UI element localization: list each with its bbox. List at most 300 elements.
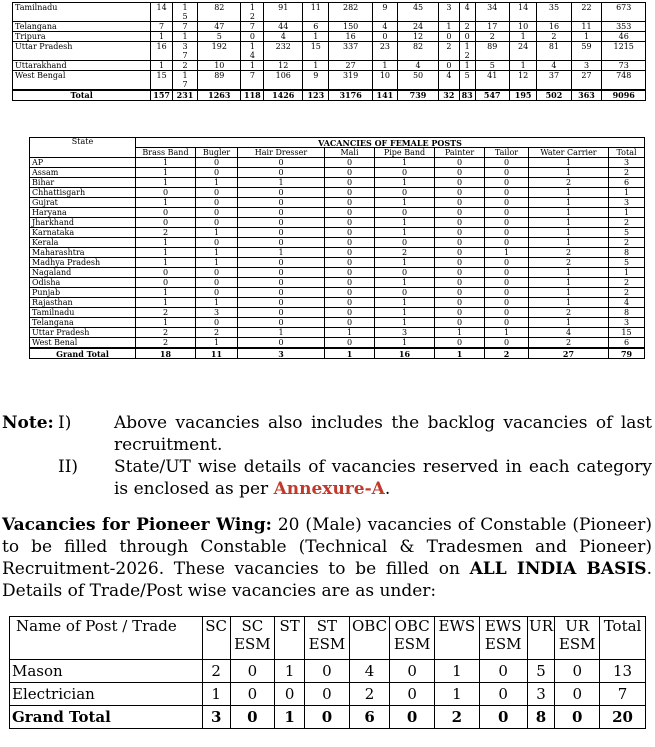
value-cell: 3 bbox=[609, 318, 645, 328]
total-cell: 195 bbox=[509, 90, 536, 101]
value-cell: 1 bbox=[485, 328, 529, 338]
value-cell: 3 bbox=[375, 328, 435, 338]
value-cell: 10 bbox=[198, 61, 241, 71]
value-cell: 0 bbox=[479, 660, 527, 683]
value-cell: 7 bbox=[151, 22, 173, 32]
value-cell: 1 bbox=[375, 158, 435, 168]
total-cell: 141 bbox=[372, 90, 397, 101]
value-cell: 0 bbox=[238, 308, 325, 318]
column-header: EWS bbox=[435, 617, 480, 660]
value-cell: 1 bbox=[375, 278, 435, 288]
value-cell: 0 bbox=[238, 298, 325, 308]
value-cell: 0 bbox=[485, 198, 529, 208]
value-cell: 2 bbox=[136, 338, 196, 349]
column-header: OBC ESM bbox=[390, 617, 435, 660]
state-name-cell: Telangana bbox=[30, 318, 136, 328]
value-cell: 0 bbox=[485, 258, 529, 268]
table-row bbox=[30, 268, 645, 278]
value-cell: 0 bbox=[238, 238, 325, 248]
value-cell: 11 bbox=[303, 3, 329, 22]
value-cell: 2 bbox=[172, 61, 197, 71]
value-cell: 2 bbox=[537, 32, 571, 42]
table-row bbox=[30, 298, 645, 308]
value-cell: 2 bbox=[609, 288, 645, 298]
value-cell: 9 bbox=[303, 71, 329, 91]
state-name-cell: Haryana bbox=[30, 208, 136, 218]
value-cell: 192 bbox=[198, 42, 241, 61]
value-cell: 0 bbox=[196, 208, 238, 218]
table-row bbox=[13, 61, 646, 71]
value-cell: 1 bbox=[609, 208, 645, 218]
value-cell: 9 bbox=[372, 3, 397, 22]
value-cell: 81 bbox=[537, 42, 571, 61]
value-cell: 2 bbox=[609, 168, 645, 178]
value-cell: 0 bbox=[325, 268, 375, 278]
total-cell: 123 bbox=[303, 90, 329, 101]
total-cell: 11 bbox=[196, 348, 238, 359]
value-cell: 1 bbox=[529, 158, 609, 168]
table-row bbox=[30, 248, 645, 258]
value-cell: 1 5 bbox=[172, 3, 197, 22]
column-header: Brass Band bbox=[136, 148, 196, 158]
value-cell: 1 bbox=[529, 168, 609, 178]
value-cell: 0 bbox=[136, 188, 196, 198]
table-row bbox=[30, 168, 645, 178]
value-cell: 0 bbox=[238, 288, 325, 298]
value-cell: 1 bbox=[485, 248, 529, 258]
value-cell: 6 bbox=[609, 178, 645, 188]
state-name-cell: Assam bbox=[30, 168, 136, 178]
value-cell: 82 bbox=[198, 3, 241, 22]
value-cell: 0 bbox=[390, 660, 435, 683]
total-cell: 0 bbox=[479, 706, 527, 729]
value-cell: 5 bbox=[527, 660, 555, 683]
value-cell: 0 bbox=[238, 318, 325, 328]
value-cell: 319 bbox=[329, 71, 372, 91]
total-cell: 1 bbox=[325, 348, 375, 359]
value-cell: 1215 bbox=[602, 42, 646, 61]
value-cell: 0 bbox=[485, 338, 529, 349]
value-cell: 0 bbox=[372, 32, 397, 42]
total-cell: 1426 bbox=[264, 90, 303, 101]
value-cell: 0 bbox=[435, 278, 485, 288]
value-cell: 0 bbox=[325, 278, 375, 288]
value-cell: 4 bbox=[537, 61, 571, 71]
value-cell: 0 bbox=[485, 218, 529, 228]
value-cell: 353 bbox=[602, 22, 646, 32]
value-cell: 2 bbox=[202, 660, 230, 683]
total-cell: 231 bbox=[172, 90, 197, 101]
trade-name-cell: Electrician bbox=[10, 683, 203, 706]
value-cell: 13 bbox=[600, 660, 646, 683]
total-label: Grand Total bbox=[30, 348, 136, 359]
note-item-1-number: I) bbox=[58, 413, 72, 433]
table-row bbox=[30, 258, 645, 268]
value-cell: 0 bbox=[196, 278, 238, 288]
table-row bbox=[30, 338, 645, 349]
value-cell: 0 bbox=[325, 318, 375, 328]
value-cell: 1 bbox=[136, 318, 196, 328]
value-cell: 7 bbox=[172, 22, 197, 32]
note-item-2-body: State/UT wise details of vacancies reserved in each category is enclosed as per bbox=[114, 457, 652, 499]
value-cell: 0 bbox=[375, 238, 435, 248]
value-cell: 8 bbox=[609, 248, 645, 258]
value-cell: 0 bbox=[485, 178, 529, 188]
value-cell: 4 bbox=[459, 3, 475, 22]
value-cell: 1 bbox=[529, 188, 609, 198]
state-name-cell: Uttar Pradesh bbox=[30, 328, 136, 338]
value-cell: 1 bbox=[529, 198, 609, 208]
value-cell: 0 bbox=[485, 208, 529, 218]
value-cell: 4 bbox=[397, 61, 438, 71]
value-cell: 150 bbox=[329, 22, 372, 32]
value-cell: 106 bbox=[264, 71, 303, 91]
value-cell: 0 bbox=[435, 258, 485, 268]
value-cell: 0 bbox=[238, 218, 325, 228]
value-cell: 7 bbox=[241, 71, 264, 91]
annexure-link[interactable]: Annexure-A bbox=[273, 479, 385, 499]
value-cell: 1 bbox=[459, 61, 475, 71]
total-label: Total bbox=[13, 90, 151, 101]
value-cell: 1 bbox=[375, 318, 435, 328]
value-cell: 4 bbox=[349, 660, 389, 683]
column-header: Pipe Band bbox=[375, 148, 435, 158]
value-cell: 5 bbox=[609, 228, 645, 238]
value-cell: 91 bbox=[264, 3, 303, 22]
table-row bbox=[30, 308, 645, 318]
value-cell: 5 bbox=[475, 61, 509, 71]
value-cell: 0 bbox=[238, 168, 325, 178]
table-row bbox=[10, 683, 646, 706]
value-cell: 0 bbox=[485, 228, 529, 238]
value-cell: 0 bbox=[439, 32, 460, 42]
value-cell: 7 bbox=[241, 22, 264, 32]
value-cell: 1 bbox=[136, 158, 196, 168]
value-cell: 0 bbox=[325, 208, 375, 218]
value-cell: 1 bbox=[529, 228, 609, 238]
value-cell: 0 bbox=[238, 278, 325, 288]
value-cell: 0 bbox=[325, 248, 375, 258]
column-header: Tailor bbox=[485, 148, 529, 158]
table-row bbox=[30, 328, 645, 338]
total-cell: 502 bbox=[537, 90, 571, 101]
value-cell: 5 bbox=[198, 32, 241, 42]
pioneer-text-1: 20 (Male) vacancies of Constable (Pioneer) to be filled through Constable (Technical & Tradesmen and Pioneer) Recruitment-2026. These vacancies to be filled on bbox=[2, 515, 652, 579]
value-cell: 0 bbox=[325, 168, 375, 178]
table-row bbox=[30, 278, 645, 288]
value-cell: 2 bbox=[375, 248, 435, 258]
value-cell: 0 bbox=[479, 683, 527, 706]
value-cell: 1 bbox=[303, 61, 329, 71]
value-cell: 0 bbox=[325, 338, 375, 349]
value-cell: 0 bbox=[485, 168, 529, 178]
value-cell: 16 bbox=[151, 42, 173, 61]
total-cell: 3176 bbox=[329, 90, 372, 101]
column-header: Hair Dresser bbox=[238, 148, 325, 158]
value-cell: 1 bbox=[375, 298, 435, 308]
value-cell: 0 bbox=[196, 288, 238, 298]
column-header: ST ESM bbox=[305, 617, 350, 660]
value-cell: 0 bbox=[375, 168, 435, 178]
value-cell: 73 bbox=[602, 61, 646, 71]
total-row bbox=[10, 706, 646, 729]
total-cell: 18 bbox=[136, 348, 196, 359]
value-cell: 1 bbox=[238, 178, 325, 188]
value-cell: 673 bbox=[602, 3, 646, 22]
value-cell: 1 bbox=[375, 218, 435, 228]
value-cell: 0 bbox=[238, 208, 325, 218]
value-cell: 0 bbox=[196, 198, 238, 208]
value-cell: 45 bbox=[397, 3, 438, 22]
value-cell: 1 bbox=[136, 238, 196, 248]
value-cell: 35 bbox=[537, 3, 571, 22]
value-cell: 0 bbox=[390, 683, 435, 706]
state-name-cell: Kerala bbox=[30, 238, 136, 248]
column-header: OBC bbox=[349, 617, 389, 660]
value-cell: 16 bbox=[537, 22, 571, 32]
value-cell: 1 2 bbox=[241, 3, 264, 22]
value-cell: 0 bbox=[555, 683, 600, 706]
value-cell: 1 bbox=[136, 198, 196, 208]
value-cell: 0 bbox=[459, 32, 475, 42]
column-header: Total bbox=[609, 148, 645, 158]
total-row bbox=[13, 90, 646, 101]
value-cell: 3 bbox=[609, 198, 645, 208]
state-name-cell: Maharashtra bbox=[30, 248, 136, 258]
value-cell: 0 bbox=[485, 188, 529, 198]
value-cell: 12 bbox=[264, 61, 303, 71]
state-name-cell: Rajasthan bbox=[30, 298, 136, 308]
state-name-cell: Bihar bbox=[30, 178, 136, 188]
value-cell: 1 bbox=[435, 660, 480, 683]
value-cell: 0 bbox=[325, 238, 375, 248]
value-cell: 44 bbox=[264, 22, 303, 32]
total-cell: 118 bbox=[241, 90, 264, 101]
value-cell: 2 bbox=[459, 22, 475, 32]
note-item-2-number: II) bbox=[58, 457, 79, 477]
value-cell: 10 bbox=[509, 22, 536, 32]
note-item-2-text bbox=[114, 456, 652, 500]
value-cell: 1 bbox=[238, 248, 325, 258]
total-cell: 2 bbox=[435, 706, 480, 729]
value-cell: 1 bbox=[435, 683, 480, 706]
value-cell: 0 bbox=[325, 228, 375, 238]
column-header: ST bbox=[275, 617, 305, 660]
value-cell: 50 bbox=[397, 71, 438, 91]
table-row bbox=[30, 198, 645, 208]
value-cell: 14 bbox=[151, 3, 173, 22]
value-cell: 8 bbox=[609, 308, 645, 318]
value-cell: 0 bbox=[485, 238, 529, 248]
trade-name-cell: Mason bbox=[10, 660, 203, 683]
value-cell: 1 bbox=[609, 188, 645, 198]
value-cell: 15 bbox=[303, 42, 329, 61]
value-cell: 1 bbox=[529, 238, 609, 248]
value-cell: 1 bbox=[439, 22, 460, 32]
value-cell: 1 bbox=[303, 32, 329, 42]
value-cell: 1 bbox=[509, 32, 536, 42]
value-cell: 34 bbox=[475, 3, 509, 22]
total-cell: 1263 bbox=[198, 90, 241, 101]
value-cell: 6 bbox=[303, 22, 329, 32]
value-cell: 11 bbox=[571, 22, 602, 32]
value-cell: 6 bbox=[609, 338, 645, 349]
column-header: SC bbox=[202, 617, 230, 660]
value-cell: 7 bbox=[600, 683, 646, 706]
value-cell: 748 bbox=[602, 71, 646, 91]
value-cell: 0 bbox=[196, 218, 238, 228]
value-cell: 0 bbox=[435, 158, 485, 168]
value-cell: 0 bbox=[238, 258, 325, 268]
value-cell: 0 bbox=[375, 208, 435, 218]
value-cell: 0 bbox=[305, 683, 350, 706]
value-cell: 0 bbox=[196, 318, 238, 328]
note-label: Note: bbox=[2, 413, 54, 433]
pioneer-wing-paragraph bbox=[2, 514, 652, 602]
value-cell: 2 bbox=[529, 178, 609, 188]
value-cell: 59 bbox=[571, 42, 602, 61]
value-cell: 0 bbox=[485, 298, 529, 308]
value-cell: 0 bbox=[238, 268, 325, 278]
state-name-cell: AP bbox=[30, 158, 136, 168]
value-cell: 0 bbox=[136, 268, 196, 278]
value-cell: 1 bbox=[325, 328, 375, 338]
value-cell: 27 bbox=[329, 61, 372, 71]
value-cell: 1 bbox=[136, 258, 196, 268]
table-row bbox=[13, 22, 646, 32]
value-cell: 1 bbox=[509, 61, 536, 71]
value-cell: 15 bbox=[609, 328, 645, 338]
value-cell: 3 bbox=[527, 683, 555, 706]
value-cell: 0 bbox=[325, 158, 375, 168]
value-cell: 2 bbox=[529, 258, 609, 268]
value-cell: 2 bbox=[136, 308, 196, 318]
value-cell: 3 bbox=[609, 158, 645, 168]
value-cell: 2 bbox=[609, 238, 645, 248]
value-cell: 1 bbox=[136, 298, 196, 308]
state-name-cell: Karnataka bbox=[30, 228, 136, 238]
value-cell: 41 bbox=[475, 71, 509, 91]
value-cell: 1 bbox=[435, 328, 485, 338]
value-cell: 2 bbox=[136, 228, 196, 238]
value-cell: 0 bbox=[435, 228, 485, 238]
column-header: UR bbox=[527, 617, 555, 660]
value-cell: 4 bbox=[609, 298, 645, 308]
value-cell: 1 bbox=[172, 32, 197, 42]
pioneer-emphasis: ALL INDIA BASIS bbox=[469, 559, 647, 579]
value-cell: 1 bbox=[202, 683, 230, 706]
value-cell: 0 bbox=[435, 188, 485, 198]
state-name-cell: Uttarakhand bbox=[13, 61, 151, 71]
value-cell: 3 7 bbox=[172, 42, 197, 61]
column-header: SC ESM bbox=[230, 617, 275, 660]
female-posts-table bbox=[29, 137, 645, 359]
table-row bbox=[30, 208, 645, 218]
state-name-cell: Madhya Pradesh bbox=[30, 258, 136, 268]
state-header: State bbox=[30, 138, 136, 158]
value-cell: 3 bbox=[196, 308, 238, 318]
value-cell: 0 bbox=[136, 208, 196, 218]
column-header: Name of Post / Trade bbox=[10, 617, 203, 660]
value-cell: 1 bbox=[375, 258, 435, 268]
value-cell: 0 bbox=[485, 288, 529, 298]
total-cell: 0 bbox=[555, 706, 600, 729]
value-cell: 0 bbox=[325, 218, 375, 228]
table-row bbox=[30, 288, 645, 298]
value-cell: 0 bbox=[230, 683, 275, 706]
value-cell: 5 bbox=[609, 258, 645, 268]
value-cell: 1 bbox=[529, 218, 609, 228]
value-cell: 0 bbox=[435, 318, 485, 328]
value-cell: 1 bbox=[609, 268, 645, 278]
total-cell: 8 bbox=[527, 706, 555, 729]
pioneer-text-2: . Details of Trade/Post wise vacancies are as under: bbox=[2, 559, 652, 601]
value-cell: 47 bbox=[198, 22, 241, 32]
value-cell: 1 bbox=[375, 308, 435, 318]
value-cell: 0 bbox=[435, 308, 485, 318]
total-cell: 0 bbox=[390, 706, 435, 729]
value-cell: 1 bbox=[136, 248, 196, 258]
total-cell: 83 bbox=[459, 90, 475, 101]
value-cell: 0 bbox=[230, 660, 275, 683]
value-cell: 1 bbox=[375, 338, 435, 349]
value-cell: 1 bbox=[196, 258, 238, 268]
value-cell: 1 bbox=[196, 248, 238, 258]
value-cell: 0 bbox=[375, 188, 435, 198]
column-header: Painter bbox=[435, 148, 485, 158]
value-cell: 0 bbox=[435, 218, 485, 228]
value-cell: 1 bbox=[529, 268, 609, 278]
state-name-cell: Gujrat bbox=[30, 198, 136, 208]
value-cell: 0 bbox=[485, 308, 529, 318]
value-cell: 0 bbox=[238, 198, 325, 208]
total-cell: 3 bbox=[202, 706, 230, 729]
value-cell: 4 bbox=[264, 32, 303, 42]
total-cell: 9096 bbox=[602, 90, 646, 101]
value-cell: 1 2 bbox=[459, 42, 475, 61]
value-cell: 0 bbox=[241, 32, 264, 42]
value-cell: 89 bbox=[475, 42, 509, 61]
value-cell: 3 bbox=[571, 61, 602, 71]
value-cell: 0 bbox=[238, 188, 325, 198]
table-row bbox=[30, 218, 645, 228]
state-name-cell: West Bengal bbox=[13, 71, 151, 91]
total-cell: 1 bbox=[435, 348, 485, 359]
column-header: UR ESM bbox=[555, 617, 600, 660]
column-header: Water Carrier bbox=[529, 148, 609, 158]
note-item-2-end: . bbox=[384, 479, 391, 499]
value-cell: 0 bbox=[325, 308, 375, 318]
value-cell: 0 bbox=[485, 318, 529, 328]
pioneer-trade-table bbox=[9, 616, 646, 729]
value-cell: 0 bbox=[325, 198, 375, 208]
value-cell: 0 bbox=[196, 168, 238, 178]
total-cell: 6 bbox=[349, 706, 389, 729]
value-cell: 1 bbox=[136, 178, 196, 188]
table-row bbox=[30, 158, 645, 168]
value-cell: 24 bbox=[509, 42, 536, 61]
value-cell: 0 bbox=[435, 268, 485, 278]
total-cell: 16 bbox=[375, 348, 435, 359]
value-cell: 1 bbox=[529, 208, 609, 218]
value-cell: 1 7 bbox=[172, 71, 197, 91]
value-cell: 0 bbox=[439, 61, 460, 71]
total-cell: 363 bbox=[571, 90, 602, 101]
table-row bbox=[13, 32, 646, 42]
value-cell: 1 bbox=[196, 338, 238, 349]
value-cell: 2 bbox=[196, 328, 238, 338]
value-cell: 337 bbox=[329, 42, 372, 61]
